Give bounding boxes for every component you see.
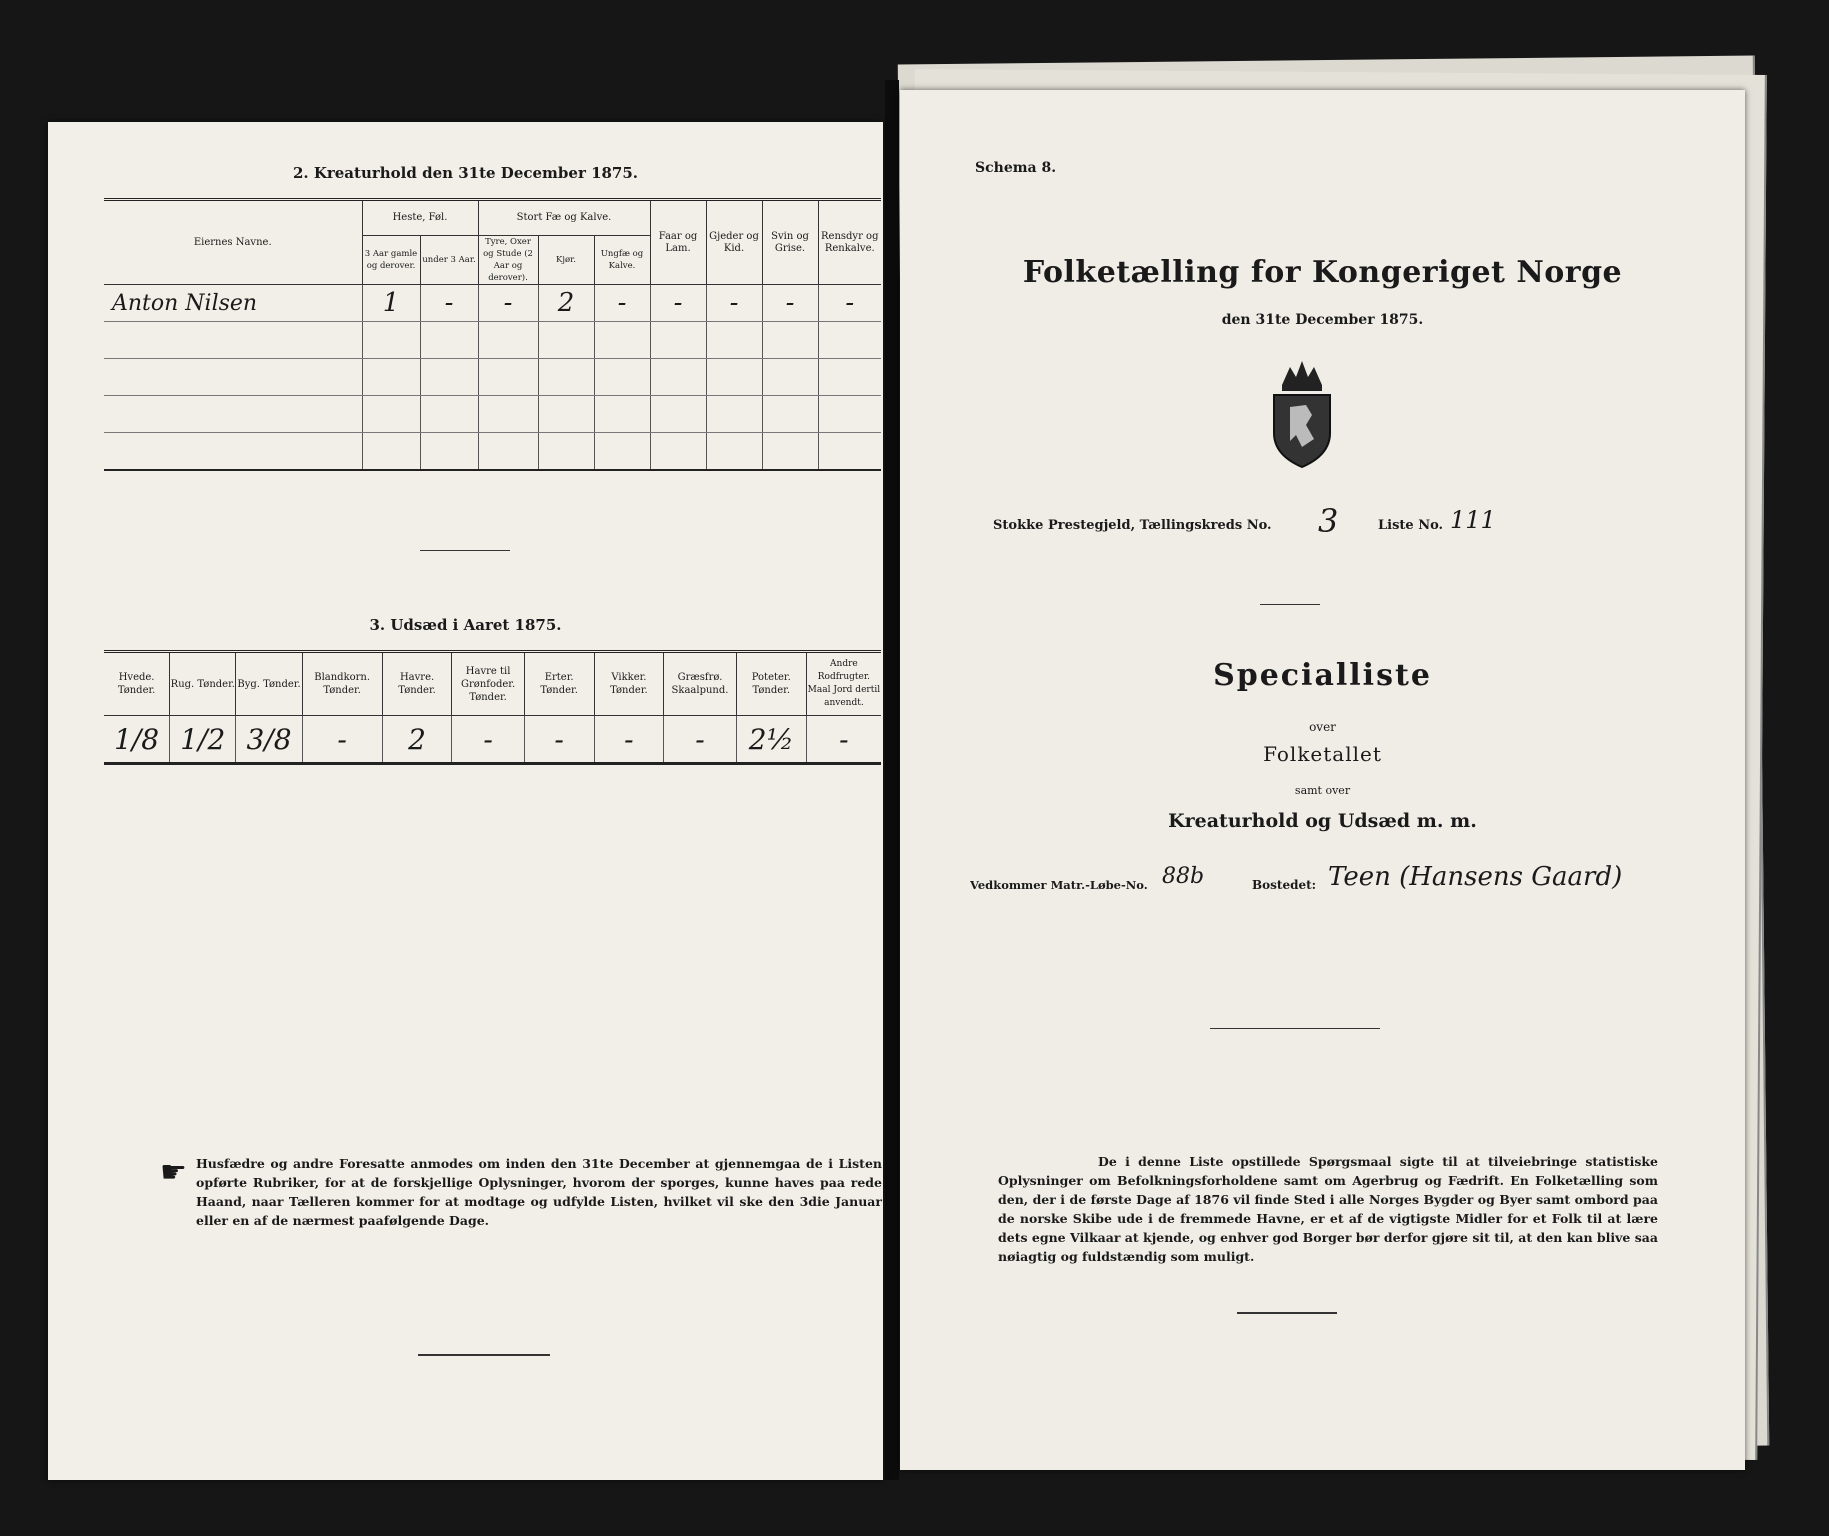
census-purpose-paragraph: De i denne Liste opstillede Spørgsmaal sigte til at tilveiebringe statistiske Oplysninger om Befolkningsforholdene samt om Agerbrug og Fædrift. En Folketælling som den, der i de første Dage af 1876 vil finde Sted i alle Norges Bygder og Byer samt ombord paa de norske Skibe ude i de fremmede Havne, er et af de vigtigste Midler for et Folk til at lære dets egne Vilkaar at kjende, og enhver god Borger bør derfor gjøre sit til, at den kan blive saa nøiagtig og fuldstændig som muligt. — [998, 1154, 1658, 1264]
pointing-hand-icon: ☛ — [160, 1155, 187, 1190]
left-page — [48, 122, 883, 1480]
section2-title: 2. Kreaturhold den 31te December 1875. — [292, 164, 639, 182]
binding-shadow — [885, 80, 899, 1480]
root-crops-value: - — [839, 722, 849, 756]
peas-header: Erter. Tønder. — [524, 652, 594, 716]
census-date: den 31te December 1875. — [1221, 312, 1424, 328]
goats-header: Gjeder og Kid. — [706, 200, 762, 285]
table-row — [104, 716, 881, 764]
table-row — [104, 359, 881, 396]
instructions-note: Husfædre og andre Foresatte anmodes om inden den 31te December at gjennemgaa de i Listen opførte Rubriker, for at de forskjellige Oplysninger, hvorom der sporges, kunne haves paa rede Haand, naar Tælleren kommer for at modtage og udfylde Listen, hvilket vil ske den 3die Januar eller en af de nærmest paafølgende Dage. — [196, 1156, 882, 1228]
horses-old-value: 1 — [362, 285, 420, 322]
mixed-grain-header: Blandkorn. Tønder. — [302, 652, 382, 716]
owner-name: Anton Nilsen — [104, 285, 362, 322]
pigs-value: - — [762, 285, 818, 322]
divider — [1210, 1028, 1380, 1029]
table-row — [104, 396, 881, 433]
bulls-header: Tyre, Oxer og Stude (2 Aar og derover). — [478, 236, 538, 285]
kreaturhold-line: Kreaturhold og Udsæd m. m. — [1168, 810, 1477, 832]
table-row — [104, 285, 881, 322]
folketallet-label: Folketallet — [1263, 742, 1382, 766]
wheat-value: 1/8 — [104, 716, 170, 764]
bosted-label: Bostedet: — [1252, 878, 1317, 892]
vetch-header: Vikker. Tønder. — [594, 652, 664, 716]
potatoes-value: 2½ — [736, 716, 806, 764]
young-cattle-value: - — [594, 285, 650, 322]
rye-header: Rug. Tønder. — [170, 652, 236, 716]
oats-fodder-value: - — [452, 716, 524, 764]
pigs-header: Svin og Grise. — [762, 200, 818, 285]
cows-value: 2 — [538, 285, 594, 322]
seed-table — [104, 650, 881, 765]
barley-value: 3/8 — [236, 716, 302, 764]
over-label: over — [1309, 720, 1336, 734]
census-title: Folketælling for Kongeriget Norge — [1022, 255, 1623, 290]
horses-old-header: 3 Aar gamle og derover. — [362, 236, 420, 285]
sheep-header: Faar og Lam. — [650, 200, 706, 285]
list-label: Liste No. — [1378, 518, 1444, 533]
horses-young-value: - — [420, 285, 478, 322]
root-crops-header: Andre Rodfrugter. Maal Jord dertil anvendt. — [806, 652, 881, 716]
mixed-grain-value: - — [302, 716, 382, 764]
divider — [420, 550, 510, 551]
samt-over-label: samt over — [1294, 784, 1351, 797]
matr-number: 88b — [1162, 864, 1205, 889]
bulls-value: - — [478, 285, 538, 322]
matr-label: Vedkommer Matr.-Løbe-No. — [970, 878, 1148, 892]
district-number: 3 — [1318, 502, 1339, 540]
rye-value: 1/2 — [170, 716, 236, 764]
cattle-group-header: Stort Fæ og Kalve. — [478, 200, 650, 236]
divider — [1260, 604, 1320, 605]
young-cattle-header: Ungfæ og Kalve. — [594, 236, 650, 285]
specialliste-title: Specialliste — [1213, 658, 1432, 693]
parish-suffix: Prestegjeld, Tællingskreds No. — [1048, 518, 1272, 533]
section3-title: 3. Udsæd i Aaret 1875. — [369, 616, 562, 634]
oats-value: 2 — [382, 716, 452, 764]
table-row — [104, 433, 881, 471]
divider — [1237, 1312, 1337, 1314]
grass-seed-header: Græsfrø. Skaalpund. — [664, 652, 736, 716]
cows-header: Kjør. — [538, 236, 594, 285]
parish-label: Stokke — [993, 518, 1044, 533]
livestock-table — [104, 198, 881, 471]
sheep-value: - — [650, 285, 706, 322]
oats-header: Havre. Tønder. — [382, 652, 452, 716]
peas-value: - — [524, 716, 594, 764]
potatoes-header: Poteter. Tønder. — [736, 652, 806, 716]
oats-fodder-header: Havre til Grønfoder. Tønder. — [452, 652, 524, 716]
grass-seed-value: - — [664, 716, 736, 764]
table-row — [104, 322, 881, 359]
right-page — [900, 90, 1745, 1470]
reindeer-header: Rensdyr og Renkalve. — [818, 200, 881, 285]
list-number: 111 — [1450, 506, 1496, 534]
owner-name-header: Eiernes Navne. — [104, 200, 362, 285]
vetch-value: - — [594, 716, 664, 764]
wheat-header: Hvede. Tønder. — [104, 652, 170, 716]
horses-group-header: Heste, Føl. — [362, 200, 478, 236]
bosted-value: Teen (Hansens Gaard) — [1328, 862, 1623, 892]
divider — [418, 1354, 550, 1356]
schema-label: Schema 8. — [975, 160, 1057, 176]
barley-header: Byg. Tønder. — [236, 652, 302, 716]
norway-coat-of-arms-icon — [1260, 355, 1344, 470]
goats-value: - — [706, 285, 762, 322]
reindeer-value: - — [818, 285, 881, 322]
horses-young-header: under 3 Aar. — [420, 236, 478, 285]
